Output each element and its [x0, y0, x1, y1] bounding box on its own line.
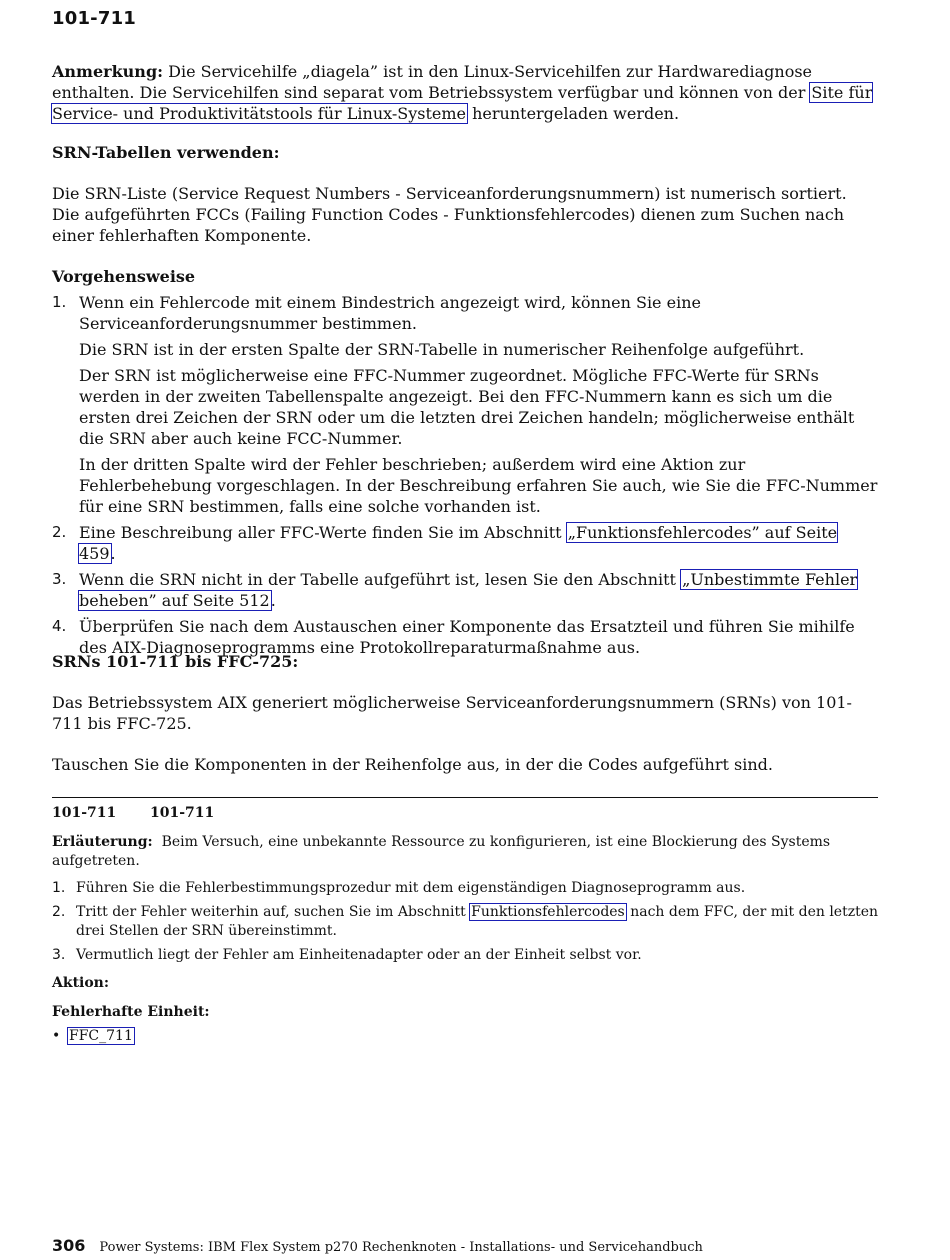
note-label: Anmerkung:	[52, 62, 164, 81]
procedure-steps	[52, 292, 878, 658]
undetermined-errors-link[interactable]: „Unbestimmte Fehler beheben” auf Seite 512	[79, 570, 858, 610]
entry-step-3-text: Vermutlich liegt der Fehler am Einheitenadapter oder an der Einheit selbst vor.	[76, 947, 642, 963]
function-error-codes-inline-link[interactable]: Funktionsfehlercodes	[471, 904, 625, 920]
entry-step-1-text: Führen Sie die Fehlerbestimmungsprozedur mit dem eigenständigen Diagnoseprogramm aus.	[76, 880, 746, 896]
running-head: 101-711	[52, 8, 137, 29]
explanation-text: Beim Versuch, eine unbekannte Ressource zu konfigurieren, ist eine Blockierung des Systems aufgetreten.	[52, 834, 831, 869]
entry-steps	[52, 879, 878, 965]
procedure-heading: Vorgehensweise	[52, 267, 196, 286]
page-number: 306	[52, 1236, 86, 1255]
step-number: 4.	[52, 617, 67, 635]
step-1-text: Wenn ein Fehlercode mit einem Bindestrich angezeigt wird, können Sie eine Serviceanforderungsnummer bestimmen.	[79, 293, 701, 333]
entry-code-1: 101-711	[52, 805, 117, 821]
function-error-codes-link[interactable]: „Funktionsfehlercodes” auf Seite 459	[79, 523, 838, 563]
note-paragraph	[52, 61, 878, 124]
step-4-text: Überprüfen Sie nach dem Austauschen einer Komponente das Ersatzteil und führen Sie mihilfe des AIX-Diagnoseprogramms eine Protokollreparaturmaßnahme aus.	[79, 617, 855, 657]
step-number: 1.	[52, 293, 67, 311]
bullet: •	[52, 1028, 61, 1044]
step-1	[52, 292, 878, 517]
step-number: 2.	[52, 523, 67, 541]
step-2-text: Eine Beschreibung aller FFC-Werte finden Sie im Abschnitt	[79, 523, 567, 542]
footer-title: Power Systems: IBM Flex System p270 Rechenknoten - Installations- und Servicehandbuch	[99, 1240, 703, 1255]
note-text-2: heruntergeladen werden.	[467, 104, 680, 123]
ffc-711-link[interactable]: FFC_711	[69, 1028, 133, 1044]
failing-unit-label: Fehlerhafte Einheit:	[52, 1004, 210, 1020]
srn-range-heading: SRNs 101-711 bis FFC-725:	[52, 652, 299, 671]
step-number: 3.	[52, 570, 67, 588]
note-text-1: Die Servicehilfe „diagela” ist in den Linux-Servicehilfen zur Hardwarediagnose enthalten. Die Servicehilfen sind separat vom Betriebssystem verfügbar und können von der	[52, 62, 813, 102]
entry-step-2-text-2: nach dem FFC, der mit den letzten drei Stellen der SRN übereinstimmt.	[76, 904, 879, 939]
page-footer	[52, 1236, 703, 1255]
explanation-label: Erläuterung:	[52, 834, 153, 850]
srn-intro-paragraph: Die SRN-Liste (Service Request Numbers - Serviceanforderungsnummern) ist numerisch sortiert. Die aufgeführten FCCs (Failing Function Codes - Funktionsfehlercodes) dienen zum Suchen nach einer fehlerhaften Komponente.	[52, 184, 847, 245]
entry-step-1	[52, 879, 878, 898]
srn-entry	[52, 804, 878, 1046]
step-1-detail-1: Die SRN ist in der ersten Spalte der SRN-Tabelle in numerischer Reihenfolge aufgeführt.	[79, 340, 805, 359]
action-label: Aktion:	[52, 975, 110, 991]
step-2	[52, 522, 878, 564]
entry-code-2: 101-711	[150, 805, 215, 821]
step-number: 3.	[52, 947, 66, 963]
entry-codes	[52, 804, 878, 823]
step-1-detail-3: In der dritten Spalte wird der Fehler beschrieben; außerdem wird eine Aktion zur Fehlerbehebung vorgeschlagen. In der Beschreibung erfahren Sie auch, wie Sie die FFC-Nummer für eine SRN bestimmen, falls eine solche vorhanden ist.	[79, 455, 878, 516]
step-2-period: .	[110, 544, 116, 563]
explanation-paragraph	[52, 833, 878, 871]
step-3	[52, 569, 878, 611]
entry-step-2	[52, 903, 878, 941]
step-3-text: Wenn die SRN nicht in der Tabelle aufgeführt ist, lesen Sie den Abschnitt	[79, 570, 682, 589]
step-3-period: .	[270, 591, 276, 610]
replace-order-paragraph: Tauschen Sie die Komponenten in der Reihenfolge aus, in der die Codes aufgeführt sind.	[52, 755, 773, 774]
srn-range-paragraph: Das Betriebssystem AIX generiert möglicherweise Serviceanforderungsnummern (SRNs) von 101-711 bis FFC-725.	[52, 693, 852, 733]
divider	[52, 797, 878, 798]
step-number: 2.	[52, 904, 66, 920]
step-number: 1.	[52, 880, 66, 896]
entry-step-3	[52, 946, 878, 965]
step-1-detail-2: Der SRN ist möglicherweise eine FFC-Nummer zugeordnet. Mögliche FFC-Werte für SRNs werden in der zweiten Tabellenspalte angezeigt. Bei den FFC-Nummern kann es sich um die ersten drei Zeichen der SRN oder um die letzten drei Zeichen handeln; möglicherweise enthält die SRN aber auch keine FCC-Nummer.	[79, 366, 855, 448]
linux-tools-link[interactable]: Site für Service- und Produktivitätstools für Linux-Systeme	[52, 83, 873, 123]
srn-tables-heading: SRN-Tabellen verwenden:	[52, 143, 280, 162]
entry-step-2-text-1: Tritt der Fehler weiterhin auf, suchen Sie im Abschnitt	[76, 904, 471, 920]
failing-unit-item	[52, 1027, 878, 1046]
